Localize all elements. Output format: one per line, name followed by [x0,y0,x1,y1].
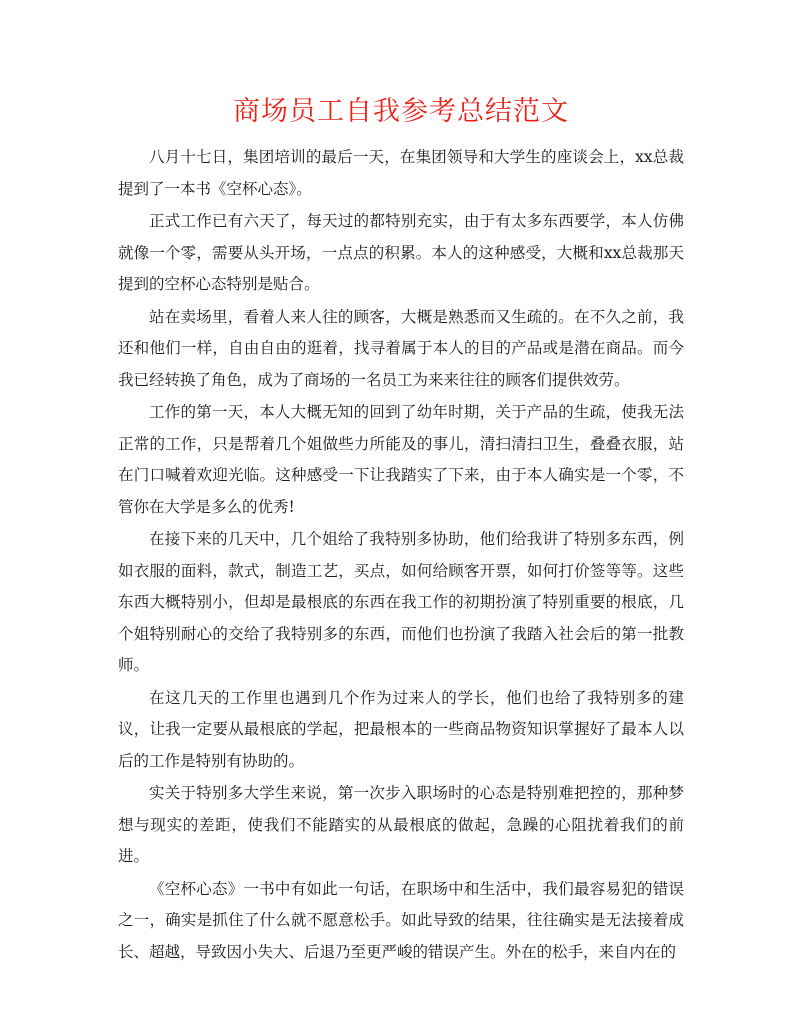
document-page [118,92,684,969]
paragraph: 在这几天的工作里也遇到几个作为过来人的学长，他们也给了我特别多的建议，让我一定要从最根底的学起，把最根本的一些商品物资知识掌握好了最本人以后的工作是特别有协助的。 [118,688,684,770]
paragraph: 站在卖场里，看着人来人往的顾客，大概是熟悉而又生疏的。在不久之前，我还和他们一样，自由自由的逛着，找寻着属于本人的目的产品或是潜在商品。而今我已经转换了角色，成为了商场的一名员工为来来往往的顾客们提供效劳。 [118,307,684,389]
paragraph: 实关于特别多大学生来说，第一次步入职场时的心态是特别难把控的，那种梦想与现实的差距，使我们不能踏实的从最根底的做起，急躁的心阻扰着我们的前进。 [118,784,684,865]
paragraph: 八月十七日，集团培训的最后一天，在集团领导和大学生的座谈会上，xx总裁提到了一本书《空杯心态》。 [118,148,684,198]
paragraph: 工作的第一天，本人大概无知的回到了幼年时期，关于产品的生疏，使我无法正常的工作，只是帮着几个姐做些力所能及的事儿，清扫清扫卫生，叠叠衣服，站在门口喊着欢迎光临。这种感受一下让我踏实了下来，由于本人确实是一个零，不管你在大学是多么的优秀! [118,403,684,516]
paragraph: 在接下来的几天中，几个姐给了我特别多协助，他们给我讲了特别多东西，例如衣服的面料，款式，制造工艺，买点，如何给顾客开票，如何打价签等等。这些东西大概特别小，但却是最根底的东西在我工作的初期扮演了特别重要的根底，几个姐特别耐心的交给了我特别多的东西，而他们也扮演了我踏入社会后的第一批教师。 [118,530,684,674]
paragraph: 正式工作已有六天了，每天过的都特别充实，由于有太多东西要学，本人仿佛就像一个零，需要从头开场，一点点的积累。本人的这种感受，大概和xx总裁那天提到的空杯心态特别是贴合。 [118,212,684,293]
document-title: 商场员工自我参考总结范文 [233,96,569,127]
paragraph: 《空杯心态》一书中有如此一句话，在职场中和生活中，我们最容易犯的错误之一，确实是抓住了什么就不愿意松手。如此导致的结果，往往确实是无法接着成长、超越，导致因小失大、后退乃至更严峻的错误产生。外在的松手，来自内在的 [118,879,684,961]
